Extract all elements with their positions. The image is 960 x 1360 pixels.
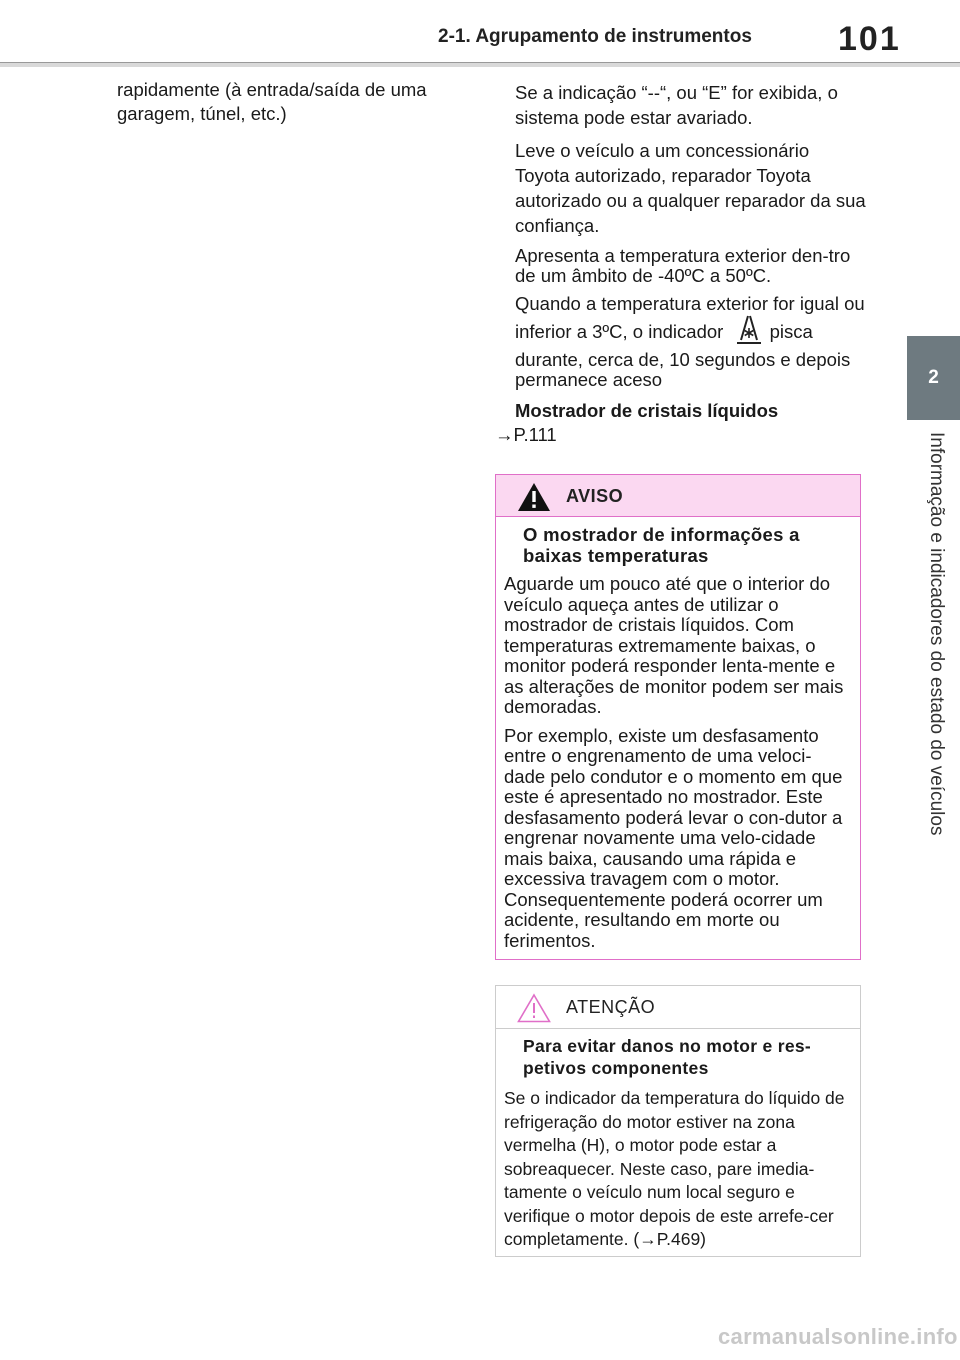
warning-box-body (496, 517, 860, 951)
page-number: 101 (838, 20, 901, 58)
right-column (515, 80, 867, 431)
lcd-heading: Mostrador de cristais líquidos (515, 400, 779, 421)
chapter-title: Informação e indicadores do estado do veículos (926, 432, 947, 836)
warning-box (495, 474, 861, 960)
left-column-text: rapidamente (à entrada/saída de uma garagem, túnel, etc.) (117, 79, 427, 124)
caution-triangle-icon (517, 993, 551, 1028)
warning-box-header (496, 475, 860, 517)
low-temperature-warning-icon (734, 314, 764, 350)
dealer-advice-paragraph: Leve o veículo a um concessionário Toyota autorizado, reparador Toyota autorizado ou a qualquer reparador da sua confiança. (515, 140, 866, 236)
low-temp-indicator-paragraph (515, 294, 867, 390)
page-reference-link[interactable]: →P.111 (495, 424, 557, 445)
caution-box (495, 985, 861, 1257)
display-fault-paragraph: Se a indicação “--“, ou “E” for exibida, o sistema pode estar avariado. (515, 82, 838, 128)
warning-triangle-icon (517, 482, 551, 517)
caution-box-title: ATENÇÃO (566, 997, 656, 1017)
section-title: 2-1. Agrupamento de instrumentos (438, 26, 752, 47)
warning-paragraph-2: Por exemplo, existe um desfasamento entre o engrenamento de uma veloci-dade pelo condutor e o momento em que este é apresentado no mostrador. Este desfasamento poderá levar o con-dutor a engrenar novamente uma velo-cidade mais baixa, causando uma rápida e excessiva travagem com o motor. Consequentemente poderá ocorrer um acidente, resultando em morte ou ferimentos. (504, 724, 843, 951)
caution-box-subtitle: Para evitar danos no motor e res-petivos componentes (523, 1036, 812, 1078)
warning-box-subtitle: O mostrador de informações a baixas temperaturas (523, 524, 800, 566)
low-temp-text-end: pisca durante, cerca de, 10 segundos e depois permanece aceso (515, 321, 851, 390)
warning-paragraph-1: Aguarde um pouco até que o interior do veículo aqueça antes de utilizar o mostrador de cristais líquidos. Com temperaturas extremamente baixas, o monitor poderá responder lenta-mente e as alterações de monitor podem ser mais demoradas. (504, 573, 844, 717)
caution-box-header (496, 986, 860, 1029)
site-watermark: carmanualsonline.info (718, 1324, 958, 1349)
temperature-range-paragraph: Apresenta a temperatura exterior den-tro de um âmbito de -40ºC a 50ºC. (515, 245, 851, 286)
chapter-number: 2 (928, 367, 939, 388)
caution-box-body (496, 1029, 860, 1252)
low-temp-text-start: Quando a temperatura exterior for igual ou inferior a 3ºC, o indicador (515, 293, 865, 342)
warning-box-title: AVISO (566, 486, 624, 506)
header-divider (0, 62, 960, 67)
caution-paragraph: Se o indicador da temperatura do líquido de refrigeração do motor estiver na zona vermelha (H), o motor pode estar a sobreaquecer. Neste caso, pare imedia-tamente o veículo num local seguro e verifique o motor depois de este arrefe-cer completamente. (→P.469) (504, 1088, 845, 1249)
chapter-tab[interactable] (907, 336, 960, 420)
